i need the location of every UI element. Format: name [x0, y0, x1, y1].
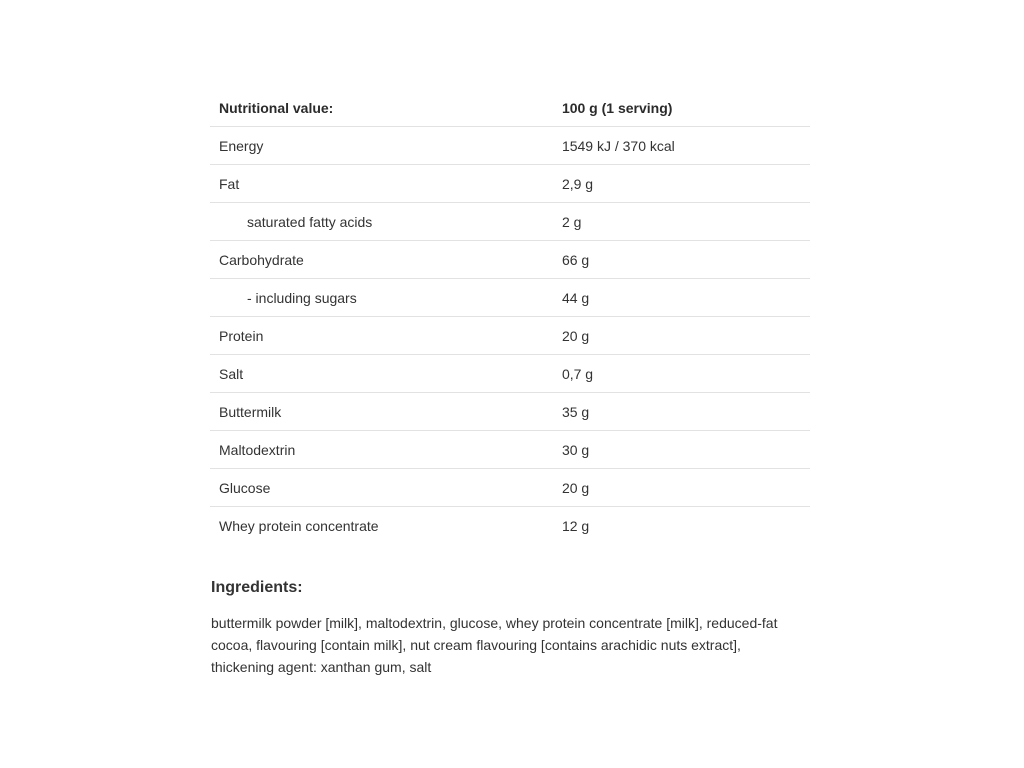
ingredients-text: buttermilk powder [milk], maltodextrin, glucose, whey protein concentrate [milk], reduced-fat cocoa, flavouring [contain milk], nut cream flavouring [contains arachidic nuts extract], thickening agent: xanthan gum, salt — [211, 615, 778, 675]
nutrient-value: 66 g — [553, 241, 810, 279]
nutrient-name: Glucose — [210, 469, 553, 507]
nutrient-value: 2 g — [553, 203, 810, 241]
table-row — [210, 507, 810, 545]
nutrient-value: 44 g — [553, 279, 810, 317]
table-row — [210, 469, 810, 507]
nutrient-value: 12 g — [561, 517, 590, 534]
nutrient-value: 30 g — [553, 431, 810, 469]
nutrition-header-value: 100 g (1 serving) — [553, 89, 810, 127]
nutrient-name: Fat — [210, 165, 553, 203]
nutrient-value: 35 g — [553, 393, 810, 431]
table-row — [210, 431, 810, 469]
nutrient-name: Buttermilk — [210, 393, 553, 431]
nutrient-name: Whey protein concentrate — [219, 517, 379, 534]
nutrient-name: Maltodextrin — [210, 431, 553, 469]
nutrient-name: Carbohydrate — [210, 241, 553, 279]
nutrient-name: Energy — [210, 127, 553, 165]
table-row — [210, 241, 810, 279]
nutrient-value: 0,7 g — [553, 355, 810, 393]
nutrition-header-row — [210, 89, 810, 127]
nutrient-name-sub: saturated fatty acids — [210, 203, 553, 241]
nutrition-header-name: Nutritional value: — [210, 89, 553, 127]
nutrient-name-sub: - including sugars — [210, 279, 553, 317]
nutrient-value: 20 g — [553, 317, 810, 355]
table-row — [210, 279, 810, 317]
nutrient-name: Salt — [210, 355, 553, 393]
table-row — [210, 393, 810, 431]
nutrient-name: Protein — [210, 317, 553, 355]
table-row — [210, 203, 810, 241]
nutrient-value: 1549 kJ / 370 kcal — [553, 127, 810, 165]
nutrient-value: 20 g — [553, 469, 810, 507]
table-row — [210, 355, 810, 393]
table-row — [210, 127, 810, 165]
nutrient-value: 2,9 g — [553, 165, 810, 203]
table-row — [210, 165, 810, 203]
ingredients-heading: Ingredients: — [211, 579, 303, 596]
table-row — [210, 317, 810, 355]
nutrition-table — [210, 89, 810, 544]
